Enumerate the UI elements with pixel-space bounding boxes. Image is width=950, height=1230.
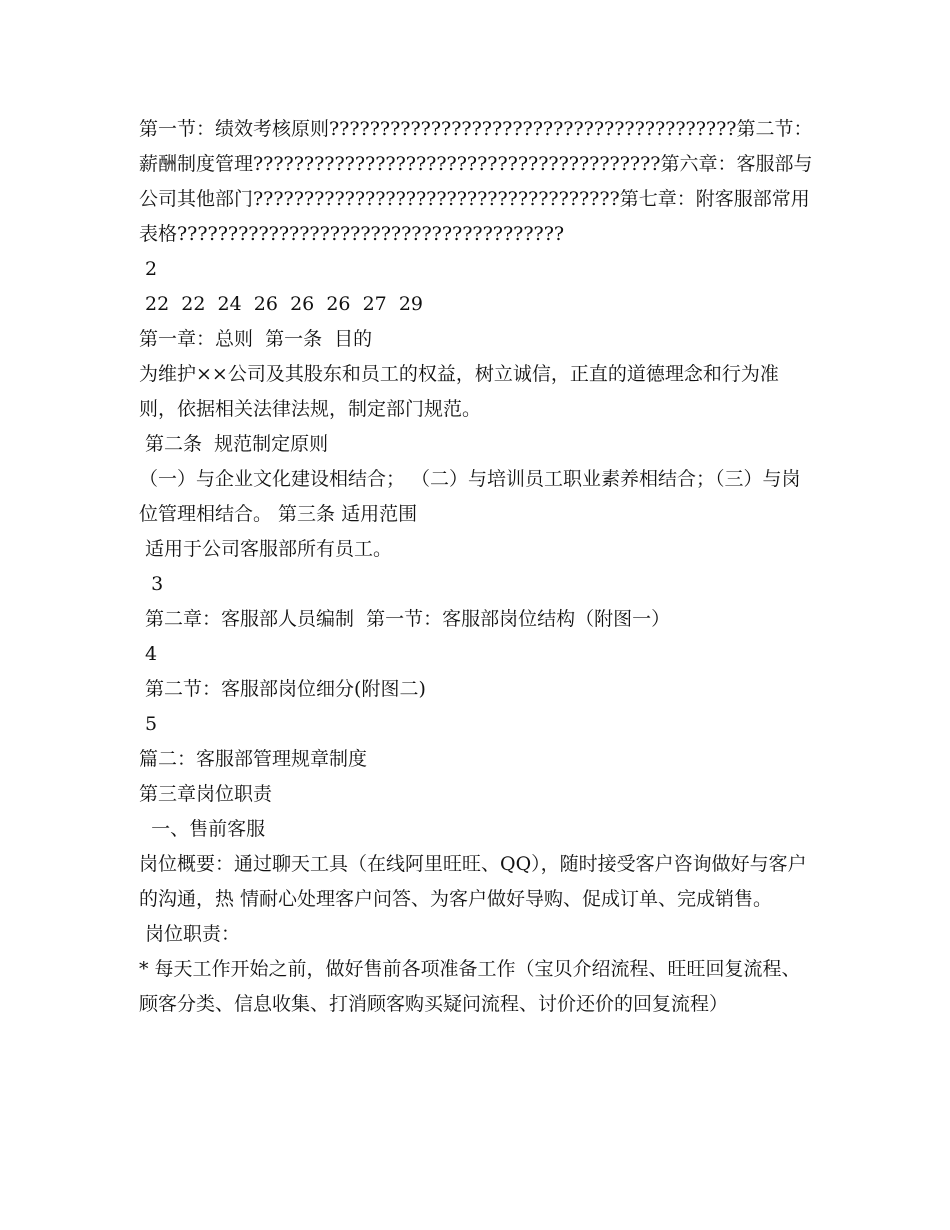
page-number: 4 — [139, 643, 158, 665]
section-heading: 第二节：客服部岗位细分(附图二) — [139, 678, 426, 700]
chapter-heading: 第一章：总则 第一条 目的 — [139, 328, 373, 350]
page-number: 3 — [139, 573, 164, 595]
body-paragraph: （一）与企业文化建设相结合； （二）与培训员工职业素养相结合；（三）与岗位管理相结合。 第三条 适用范围 — [139, 468, 801, 525]
subsection-heading: 一、售前客服 — [139, 818, 266, 840]
page-number: 5 — [139, 713, 158, 735]
chapter-heading: 第三章岗位职责 — [139, 783, 273, 805]
body-paragraph: 适用于公司客服部所有员工。 — [139, 538, 393, 560]
part-heading: 篇二：客服部管理规章制度 — [139, 748, 368, 770]
toc-paragraph: 第一节：绩效考核原则????????????????????????????????????????第二节：薪酬制度管理????????????????????????????????????????第六章：客服部与公司其他部门????????????????????????????????????第七章：附客服部常用表格?????????????????????????????????????? — [139, 118, 813, 245]
body-paragraph: 为维护××公司及其股东和员工的权益，树立诚信，正直的道德理念和行为准则，依据相关法律法规，制定部门规范。 — [139, 363, 779, 420]
body-paragraph: * 每天工作开始之前，做好售前各项准备工作（宝贝介绍流程、旺旺回复流程、顾客分类、信息收集、打消顾客购买疑问流程、讨价还价的回复流程） — [139, 958, 801, 1015]
page-number-list: 22 22 24 26 26 26 27 29 — [139, 293, 424, 315]
article-heading: 第二条 规范制定原则 — [139, 433, 329, 455]
chapter-heading: 第二章：客服部人员编制 第一节：客服部岗位结构（附图一） — [139, 608, 671, 630]
page-number: 2 — [139, 258, 158, 280]
body-paragraph: 岗位概要：通过聊天工具（在线阿里旺旺、QQ），随时接受客户咨询做好与客户的沟通，热 情耐心处理客户问答、为客户做好导购、促成订单、完成销售。 — [139, 853, 807, 910]
subsection-heading: 岗位职责： — [139, 923, 241, 945]
